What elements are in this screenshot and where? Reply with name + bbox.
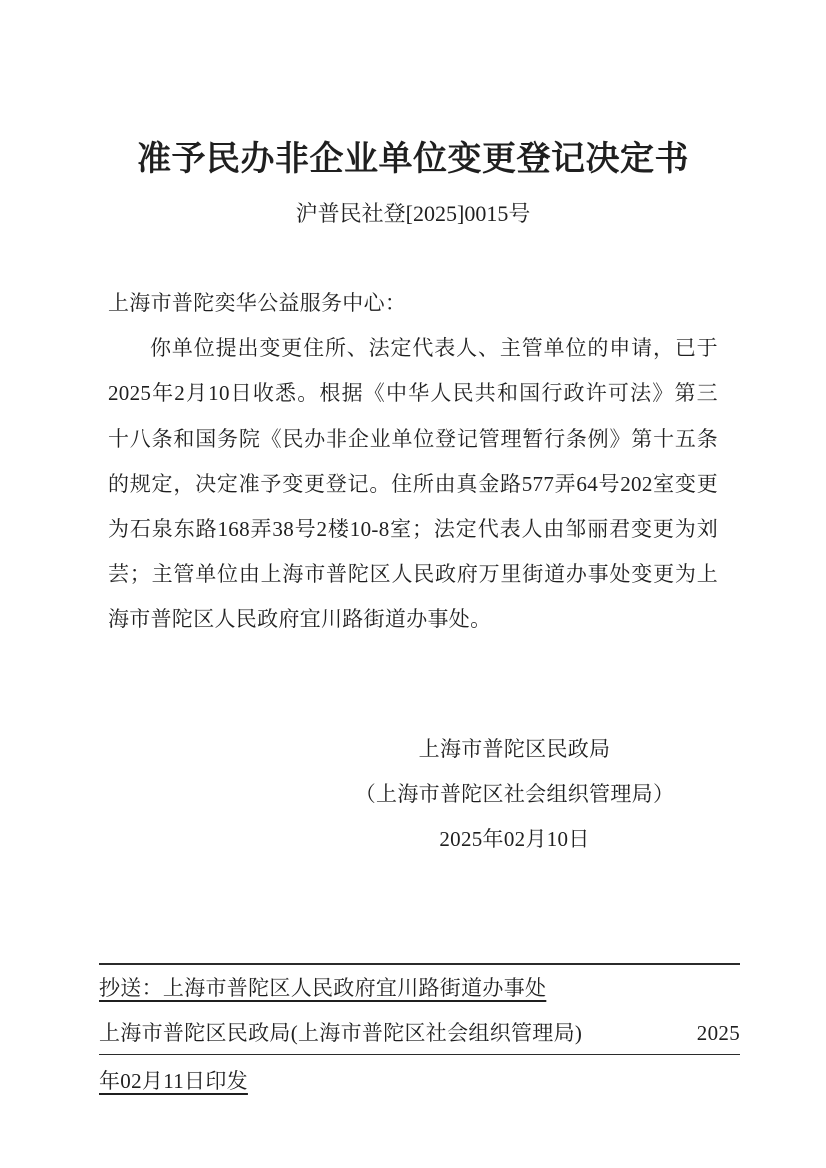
document-title: 准予民办非企业单位变更登记决定书 bbox=[137, 141, 689, 178]
document-body bbox=[108, 281, 718, 643]
cc-line bbox=[99, 965, 740, 1011]
print-date-line bbox=[99, 1058, 740, 1104]
signature-block bbox=[354, 727, 675, 862]
body-line: 的规定，决定准予变更登记。住所由真金路577弄64号202室变更 bbox=[108, 471, 718, 496]
cc-line-text: 抄送：上海市普陀区人民政府宜川路街道办事处 bbox=[99, 976, 547, 1000]
body-line: 2025年2月10日收悉。根据《中华人民共和国行政许可法》第三 bbox=[108, 381, 718, 406]
print-date-text: 年02月11日印发 bbox=[99, 1069, 248, 1093]
issuer-line bbox=[99, 1013, 740, 1055]
document-footer bbox=[99, 963, 740, 1104]
issuer-name: 上海市普陀区民政局(上海市普陀区社会组织管理局) bbox=[99, 1021, 583, 1045]
body-line: 十八条和国务院《民办非企业单位登记管理暂行条例》第十五条 bbox=[108, 426, 718, 451]
signature-date: 2025年02月10日 bbox=[439, 827, 590, 851]
body-line: 芸；主管单位由上海市普陀区人民政府万里街道办事处变更为上 bbox=[108, 562, 718, 587]
issue-year: 2025 bbox=[696, 1021, 740, 1045]
salutation-line: 上海市普陀奕华公益服务中心： bbox=[108, 291, 407, 315]
document-number: 沪普民社登[2025]0015号 bbox=[295, 201, 531, 226]
body-line: 你单位提出变更住所、法定代表人、主管单位的申请，已于 bbox=[150, 336, 718, 361]
body-line: 海市普陀区人民政府宜川路街道办事处。 bbox=[108, 607, 492, 632]
body-line: 为石泉东路168弄38号2楼10-8室；法定代表人由邹丽君变更为刘 bbox=[108, 517, 719, 542]
signature-org: 上海市普陀区民政局 bbox=[418, 737, 611, 761]
signature-org-alt: （上海市普陀区社会组织管理局） bbox=[354, 782, 675, 806]
